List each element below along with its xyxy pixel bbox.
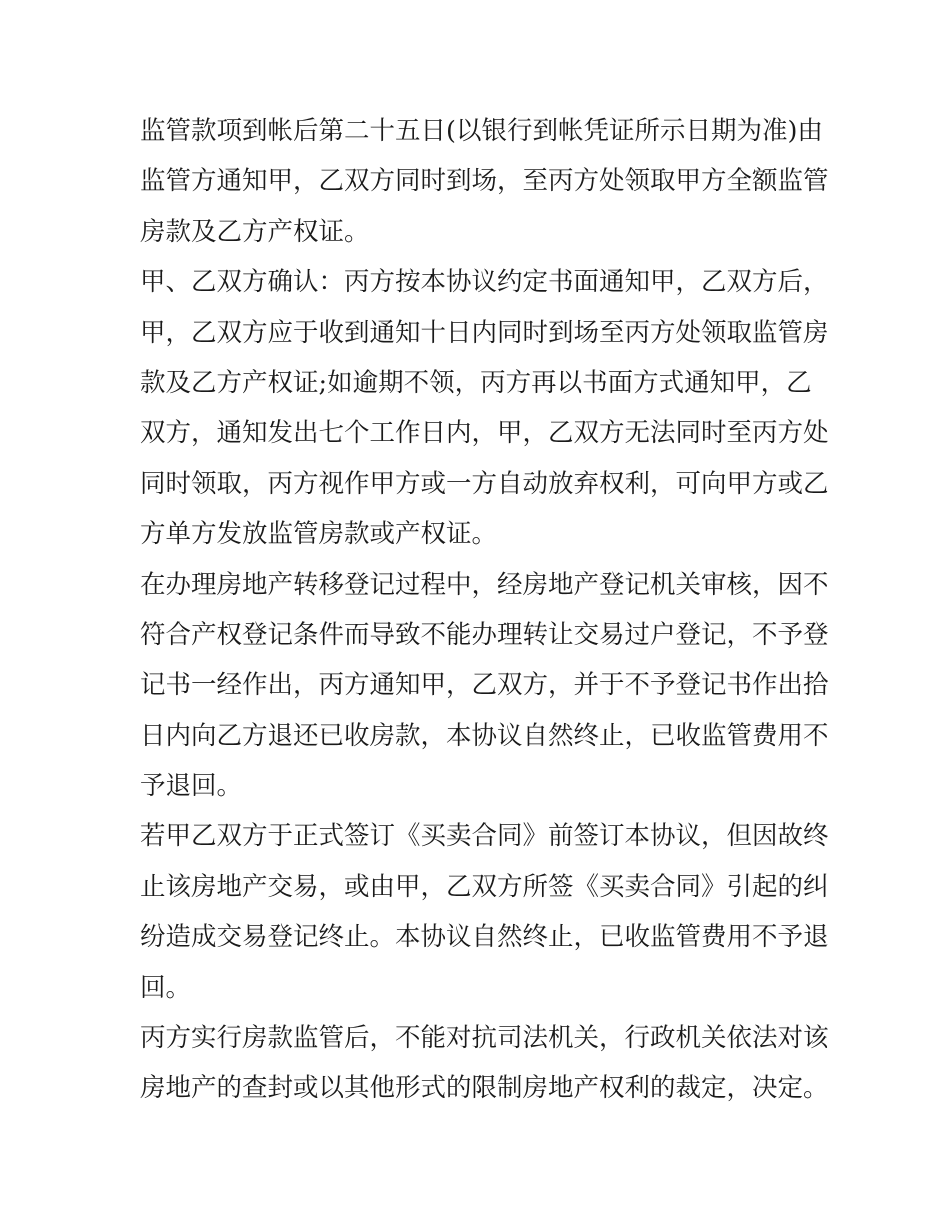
text-line: 记书一经作出，丙方通知甲，乙双方，并于不予登记书作出拾 [140, 670, 829, 701]
text-line: 回。 [140, 972, 192, 1003]
text-line: 止该房地产交易，或由甲，乙双方所签《买卖合同》引起的纠 [140, 871, 829, 902]
text-line: 同时领取，丙方视作甲方或一方自动放弃权利，可向甲方或乙 [140, 468, 829, 499]
text-line: 日内向乙方退还已收房款，本协议自然终止，已收监管费用不 [140, 720, 829, 751]
text-line: 双方，通知发出七个工作日内，甲，乙双方无法同时至丙方处 [140, 418, 829, 449]
text-line: 房地产的查封或以其他形式的限制房地产权利的裁定，决定。 [140, 1073, 829, 1104]
text-line: 甲、乙双方确认：丙方按本协议约定书面通知甲，乙双方后， [140, 267, 829, 298]
text-line: 丙方实行房款监管后，不能对抗司法机关，行政机关依法对该 [140, 1023, 829, 1054]
text-line: 甲，乙双方应于收到通知十日内同时到场至丙方处领取监管房 [140, 317, 829, 348]
text-line: 监管款项到帐后第二十五日(以银行到帐凭证所示日期为准)由 [140, 116, 823, 146]
text-line: 在办理房地产转移登记过程中，经房地产登记机关审核，因不 [140, 569, 829, 600]
text-line: 方单方发放监管房款或产权证。 [140, 519, 498, 550]
text-line: 监管方通知甲，乙双方同时到场，至丙方处领取甲方全额监管 [140, 166, 829, 197]
document-body [140, 106, 829, 1114]
text-line: 符合产权登记条件而导致不能办理转让交易过户登记，不予登 [140, 619, 829, 650]
text-line: 房款及乙方产权证。 [140, 216, 370, 247]
text-line: 款及乙方产权证;如逾期不领，丙方再以书面方式通知甲，乙 [140, 367, 812, 398]
text-line: 纷造成交易登记终止。本协议自然终止，已收监管费用不予退 [140, 922, 829, 953]
text-line: 予退回。 [140, 771, 243, 802]
text-line: 若甲乙双方于正式签订《买卖合同》前签订本协议，但因故终 [140, 821, 829, 852]
